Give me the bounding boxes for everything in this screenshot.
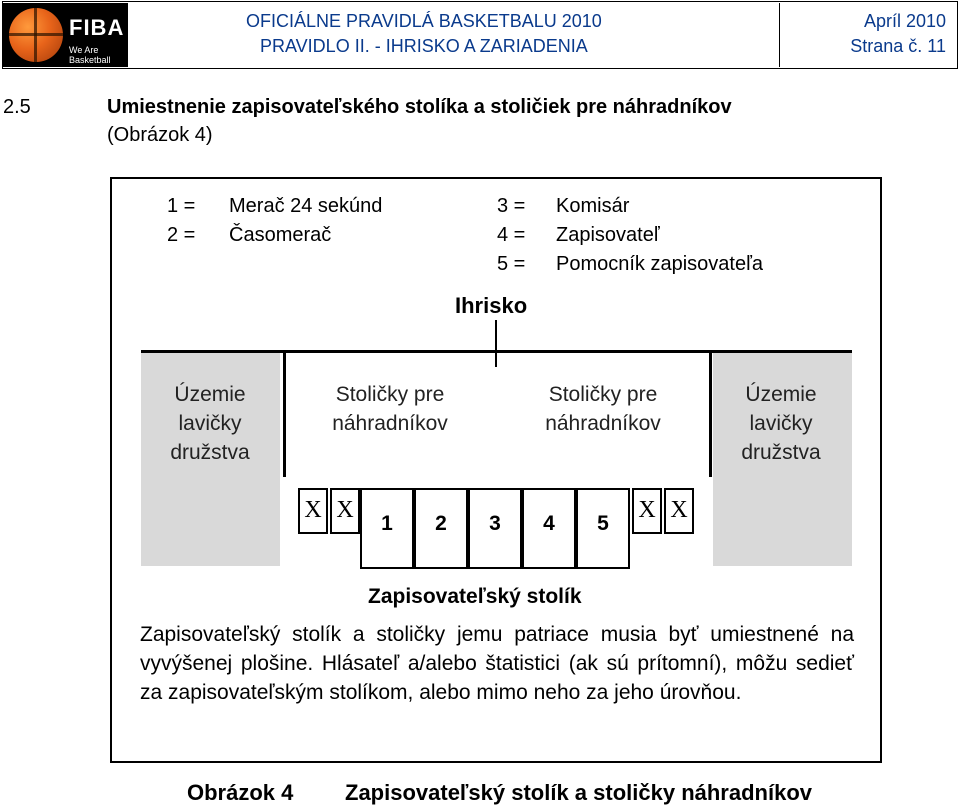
legend-num-1: 1 =	[167, 195, 196, 217]
zone-text-line: Územie	[174, 383, 246, 406]
figure-caption-label: Obrázok 4	[187, 780, 294, 805]
header-page-number: Strana č. 11	[850, 36, 946, 56]
legend-num-3: 3 =	[497, 195, 526, 217]
header-title-line1: OFICIÁLNE PRAVIDLÁ BASKETBALU 2010	[246, 11, 602, 31]
sideline-left	[141, 350, 285, 353]
center-line-marker	[495, 320, 497, 367]
zone-text-line: družstva	[741, 441, 821, 464]
zone-text-line: náhradníkov	[545, 412, 661, 435]
scorer-table-label: Zapisovateľský stolík	[368, 585, 582, 608]
substitute-seat: X	[632, 488, 662, 534]
court-label: Ihrisko	[455, 293, 528, 318]
legend-num-5: 5 =	[497, 253, 526, 275]
zone-text-line: Stoličky pre	[335, 383, 445, 406]
figure-caption-text: Zapisovateľský stolík a stoličky náhradníkov	[345, 780, 812, 805]
legend-label-3: Komisár	[556, 195, 630, 217]
section-subtitle: (Obrázok 4)	[107, 124, 213, 146]
divider-right	[709, 350, 712, 477]
header-title-line2: PRAVIDLO II. - IHRISKO A ZARIADENIA	[260, 36, 588, 56]
zone-text-line: Stoličky pre	[548, 383, 658, 406]
substitute-seat: X	[330, 488, 360, 534]
official-seat-2: 2	[414, 488, 468, 569]
zone-team-bench-right	[721, 380, 841, 467]
legend-label-5: Pomocník zapisovateľa	[556, 253, 764, 275]
substitute-seat: X	[298, 488, 328, 534]
legend-num-2: 2 =	[167, 224, 196, 246]
official-seat-4: 4	[522, 488, 576, 569]
official-seat-1: 1	[360, 488, 414, 569]
zone-team-bench-left	[150, 380, 270, 467]
substitute-seat: X	[664, 488, 694, 534]
official-seat-3: 3	[468, 488, 522, 569]
legend-num-4: 4 =	[497, 224, 526, 246]
zone-text-line: Územie	[745, 383, 817, 406]
legend-label-4: Zapisovateľ	[556, 224, 660, 246]
zone-substitutes-right	[519, 380, 687, 438]
zone-text-line: lavičky	[178, 412, 242, 435]
zone-text-line: družstva	[170, 441, 250, 464]
body-paragraph: Zapisovateľský stolík a stoličky jemu patriace musia byť umiestnené na vyvýšenej plošine. Hlásateľ a/alebo štatistici (ak sú prítomní), môžu sedieť za zapisovateľským stolíkom, alebo mimo neho za jeho úrovňou.	[140, 623, 854, 704]
legend-label-2: Časomerač	[229, 224, 332, 246]
fiba-logo	[3, 3, 127, 67]
section-number: 2.5	[3, 96, 31, 118]
sideline-center	[283, 350, 713, 353]
section-title: Umiestnenie zapisovateľského stolíka a stoličiek pre náhradníkov	[107, 96, 732, 118]
logo-tagline: We Are Basketball	[69, 45, 111, 65]
official-seat-5: 5	[576, 488, 630, 569]
legend-label-1: Merač 24 sekúnd	[229, 195, 383, 217]
divider-left	[283, 350, 286, 477]
header-date: Apríl 2010	[863, 11, 946, 31]
zone-substitutes-left	[306, 380, 474, 438]
zone-text-line: náhradníkov	[332, 412, 448, 435]
logo-text: FIBA	[69, 15, 125, 40]
basketball-icon	[9, 8, 63, 62]
sideline-right	[710, 350, 852, 353]
zone-text-line: lavičky	[749, 412, 813, 435]
